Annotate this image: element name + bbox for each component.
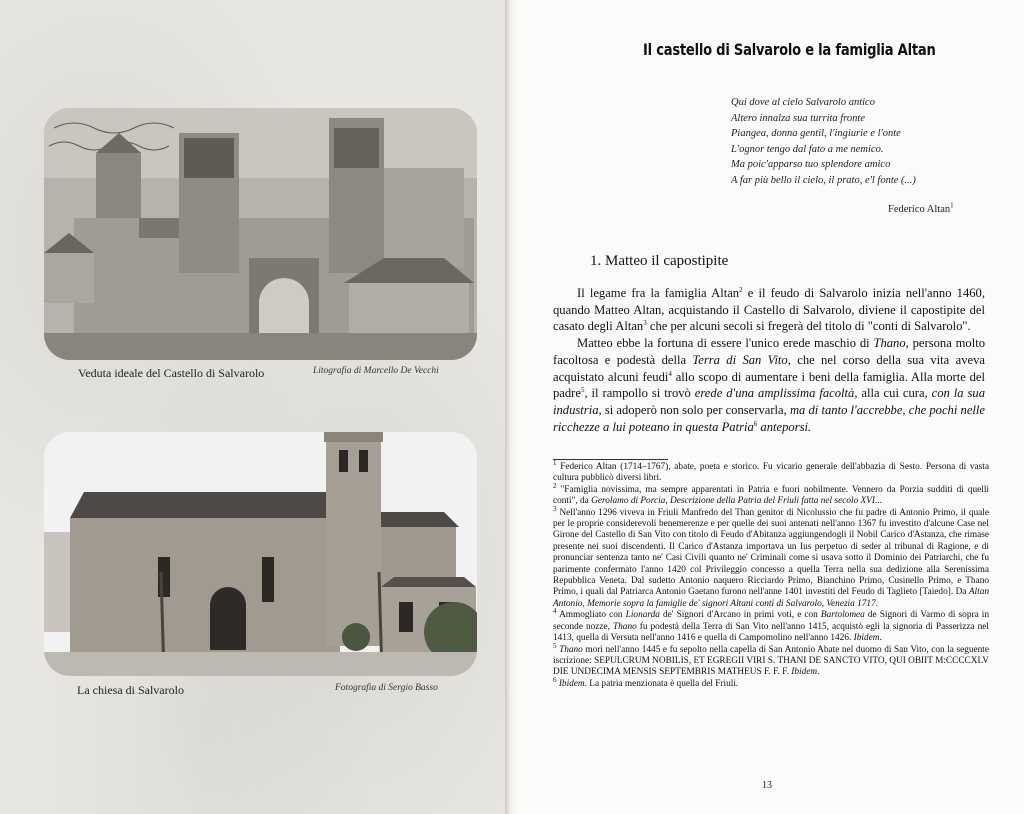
footnotes [553,458,990,690]
footnote: $^2$ "Famiglia novissima, ma sempre apparentati in Patria e fuori nobilmente. Vennero da Porzia sudditi di quelli conti", da Gerolamo di Porcia, Descrizione della Patria del Friuli fatta nel secolo XVI... [553,481,990,507]
chapter-title: Il castello di Salvarolo e la famiglia Altan [643,40,936,59]
poem-line: Qui dove al cielo Salvarolo antico [731,97,875,108]
poem-line: Ma poic'apparso tuo splendore amico [731,159,891,171]
poem-line: L'ognor tengo dal fato a me nemico. [731,143,884,155]
poem-author: Federico Altan$^1$ [888,201,954,215]
footnote-ref: 6 [753,419,758,428]
body-text [553,285,985,435]
section-heading: 1. Matteo il capostipite [590,253,729,269]
castle-lithograph-image [44,108,477,360]
poem-line: A far più bello il cielo, il prato, e'l fonte (...) [731,174,916,186]
footnote-ref: 3 [643,319,647,328]
footnote: $^6$ Ibidem. La patria menzionata è quella del Friuli. [553,675,739,689]
paragraph: Il legame fra la famiglia Altan$^2$ e il feudo di Salvarolo inizia nell'anno 1460, quando Matteo Altan, acquistando il Castello di Salvarolo, diviene il capostipite del casato degli Altan$^3$ che per alcuni secoli si fregerà del titolo di "conti di Salvarolo". [553,285,985,334]
page-number: 13 [762,780,772,791]
paragraph: Matteo ebbe la fortuna di essere l'unico erede maschio di Thano, persona molto facoltosa e podestà della Terra di San Vito, che nel corso della sua vita aveva acquistato alcuni feudi$^4$ allo scopo di aumentare i beni della famiglia. Alla morte del padre$^5$, il rampollo si trovò erede d'una amplissima facoltà, alla cui cura, con la sua industria, si adoperò non solo per conservarla, ma di tanto l'accrebbe, che pochi nelle ricchezze a lui poteano in questa Patria$^6$ anteporsi. [553,336,986,434]
church-credit: Fotografia di Sergio Basso [335,683,438,693]
footnote-ref: 1 [950,201,954,210]
church-caption: La chiesa di Salvarolo [77,683,184,697]
poem-line: Altero innalza sua turrita fronte [731,112,865,124]
lithograph-credit: Litografia di Marcello De Vecchi [313,366,439,376]
footnote-ref: 5 [580,386,585,395]
poem-line: Piangea, donna gentil, l'ingiurie e l'onte [731,128,901,140]
footnote: $^5$ Thano morì nell'anno 1445 e fu sepolto nella capella di San Antonio Abate nel duomo di San Vito, con la seguente iscrizione: SEPULCRUM NOBILIS, ET EGREGII VIRI S. THANI DE SANCTO VITO, QUI OBIIT M:CCCCXLV DIE UNDECIMA MENSIS SEPTEMBRIS MATHEUS F. F. F. Ibidem. [553,641,989,678]
footnote: $^1$ Federico Altan (1714–1767), abate, poeta e storico. Fu vicario generale dell'abbazia di Sesto. Persona di vasta cultura pubblicò diversi libri. [553,458,989,484]
epigraph-poem [731,95,991,189]
lithograph-caption: Veduta ideale del Castello di Salvarolo [78,366,265,380]
footnote-divider [553,459,668,460]
footnote-ref: 4 [668,369,672,378]
church-photo [44,432,477,676]
footnote: $^4$ Ammogliato con Lionarda de' Signori d'Arcano in primi voti, e con Bartolomea de Signori di Varmo di sopra in seconde nozze, Thano fu podestà della Terra di San Vito nell'anno 1415, acquistò egli la signoria di Passerizza nel 1413, quella di Versuta nell'anno 1416 e quella di Campomolino nell'anno 1426. Ibidem. [553,607,990,644]
footnote-ref: 2 [739,285,743,294]
left-page [0,0,508,814]
footnote: $^3$ Nell'anno 1296 viveva in Friuli Manfredo del Than genitor di Nicolussio che fu padre di Antonio Primo, il quale per le proprie considerevoli benemerenze e per quelle dei suoi antenati nell'anno 1367 fu investito d'alcune Case nel Girone del Castello di San Vito con titolo di Feudo d'Abitanza aggiungendogli il Nobil Carico d'Astanza, che rimase presente nei suoi discendenti. Il Carico d'Astanza importava un Ius perpetuo di seder al tribunal di Ragione, e di pronunciar sentenza tanto ne' Casi Civili quanto ne' Criminali come si usava sotto il Dominio dei Patriarchi, che fu parimente confermato l'anno 1420 col Privileggio concesso a quella Terra nella sua dedizione alla Serenissima Repubblica Veneta. Dal sudetto Antonio naquero Ricciardo Primo, Bianchino Primo, Cusinello Primo, e Thano Primo, i quali dal Patriarca Antonio Gaetano furono nell'anne 1401 investiti del Feudo di Taglieto [Taiedo]. Da Altan Antonio, Memorie sopra la famiglie de' signori Altani conti di Salvarolo, Venezia 1717. [553,504,989,609]
